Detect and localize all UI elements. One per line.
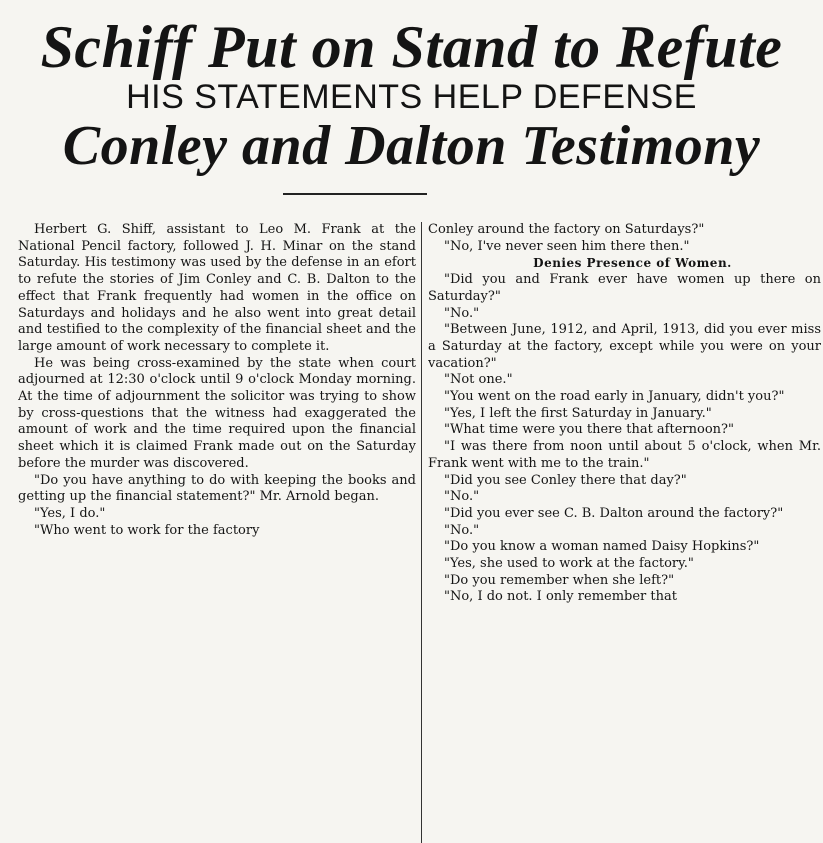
paragraph: "Do you have anything to do with keeping the books and getting up the financial statement?" Mr. Arnold began. [18,472,416,505]
paragraph: "No." [444,522,480,538]
article-column-right [428,222,821,843]
paragraph: "No, I do not. I only remember that [444,589,677,605]
paragraph: Conley around the factory on Saturdays?" [428,222,705,237]
paragraph: Herbert G. Shiff, assistant to Leo M. Frank at the National Pencil factory, followed J. H. Minar on the stand Saturday. His testimony was used by the defense in an efort to refute the stories of Jim Conley and C. B. Dalton to the effect that Frank frequently had women in the office on Saturdays and holidays and he also went into great detail and testified to the complexity of the financial sheet and the large amount of work necessary to complete it. [18,222,416,354]
paragraph: "No." [444,305,480,321]
headline-line-2: HIS STATEMENTS HELP DEFENSE [126,78,697,116]
paragraph: "I was there from noon until about 5 o'clock, when Mr. Frank went with me to the train." [428,439,821,471]
paragraph: "Do you remember when she left?" [444,572,675,588]
paragraph: "Did you ever see C. B. Dalton around the factory?" [444,505,784,521]
headline-line-1: Schiff Put on Stand to Refute [40,14,783,80]
headline-rule [283,193,427,195]
paragraph: "Did you see Conley there that day?" [444,472,687,488]
paragraph: "No, I've never seen him there then." [444,238,690,254]
paragraph: "Who went to work for the factory [34,522,260,538]
headline-line-3: Conley and Dalton Testimony [62,115,761,177]
paragraph: "No." [444,489,480,505]
article-column-left [18,222,416,843]
paragraph: "Yes, I left the first Saturday in January." [444,405,712,421]
paragraph: "Between June, 1912, and April, 1913, did you ever miss a Saturday at the factory, except while you were on your vacation?" [428,322,821,371]
headline-block [8,16,815,176]
paragraph: "Yes, I do." [34,505,106,521]
paragraph: "You went on the road early in January, didn't you?" [444,389,785,405]
paragraph: "Yes, she used to work at the factory." [444,556,694,572]
paragraph: He was being cross-examined by the state when court adjourned at 12:30 o'clock until 9 o'clock Monday morning. At the time of adjournment the solicitor was trying to show by cross-questions that the witness had exaggerated the amount of work and the time required upon the financial sheet which it is claimed Frank made out on the Saturday before the murder was discovered. [18,355,416,471]
paragraph: "Do you know a woman named Daisy Hopkins?" [444,539,760,555]
subhead: Denies Presence of Women. [533,256,732,271]
column-divider [421,222,422,843]
paragraph: "Did you and Frank ever have women up there on Saturday?" [428,272,821,304]
paragraph: "Not one." [444,372,513,388]
paragraph: "What time were you there that afternoon?" [444,422,734,438]
